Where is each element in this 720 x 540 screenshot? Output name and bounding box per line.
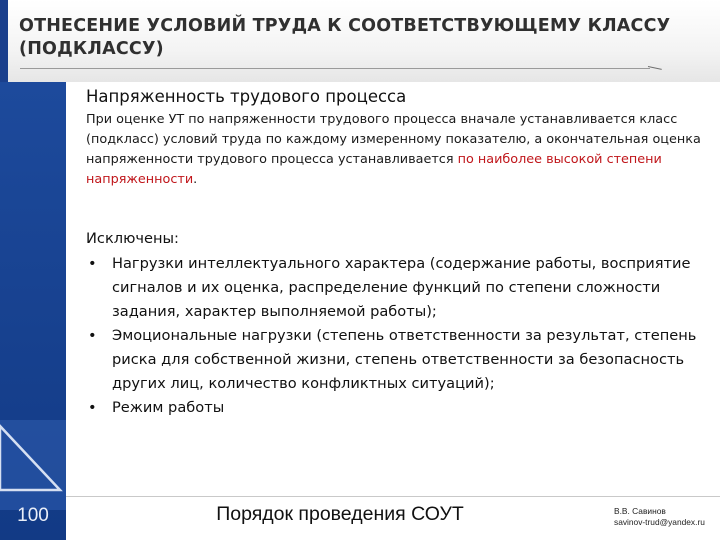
header-left-bar bbox=[0, 0, 8, 82]
list-item bbox=[86, 396, 701, 420]
list-item-text: Нагрузки интеллектуального характера (содержание работы, восприятие сигналов и их оценка, распределение функций по степени сложности задания, характер выполняемой работы); bbox=[112, 255, 691, 320]
footer-title: Порядок проведения СОУТ bbox=[216, 503, 464, 525]
intro-text: При оценке УТ по напряженности трудового процесса вначале устанавливается класс (подкласс) условий труда по каждому измеренному показателю, а окончательная оценка напряженности трудового процесса устанавливается bbox=[86, 112, 701, 167]
footer-divider bbox=[66, 496, 720, 497]
author-info bbox=[614, 506, 718, 528]
author-email: savinov-trud@yandex.ru bbox=[614, 517, 705, 527]
excluded-list bbox=[86, 252, 701, 420]
sidebar-decoration-icon bbox=[0, 420, 66, 510]
author-name: В.В. Савинов bbox=[614, 506, 666, 516]
bullet-icon: • bbox=[88, 327, 97, 344]
bullet-icon: • bbox=[88, 255, 97, 272]
title-underline bbox=[20, 68, 650, 69]
list-item-text: Режим работы bbox=[112, 399, 225, 416]
list-item bbox=[86, 324, 701, 396]
intro-end: . bbox=[193, 172, 198, 187]
page-number: 100 bbox=[17, 505, 49, 526]
slide-title: ОТНЕСЕНИЕ УСЛОВИЙ ТРУДА К СООТВЕТСТВУЮЩЕМУ КЛАССУ (ПОДКЛАССУ) bbox=[19, 16, 671, 59]
section-subtitle: Напряженность трудового процесса bbox=[86, 87, 407, 106]
excluded-heading: Исключены: bbox=[86, 230, 179, 247]
list-item-text: Эмоциональные нагрузки (степень ответственности за результат, степень риска для собственной жизни, степень ответственности за безопасность других лиц, количество конфликтных ситуаций); bbox=[112, 327, 697, 392]
intro-paragraph bbox=[86, 110, 711, 190]
list-item bbox=[86, 252, 701, 324]
bullet-icon: • bbox=[88, 399, 97, 416]
intro-highlight: по наиболее высокой степени напряженности bbox=[86, 152, 662, 187]
